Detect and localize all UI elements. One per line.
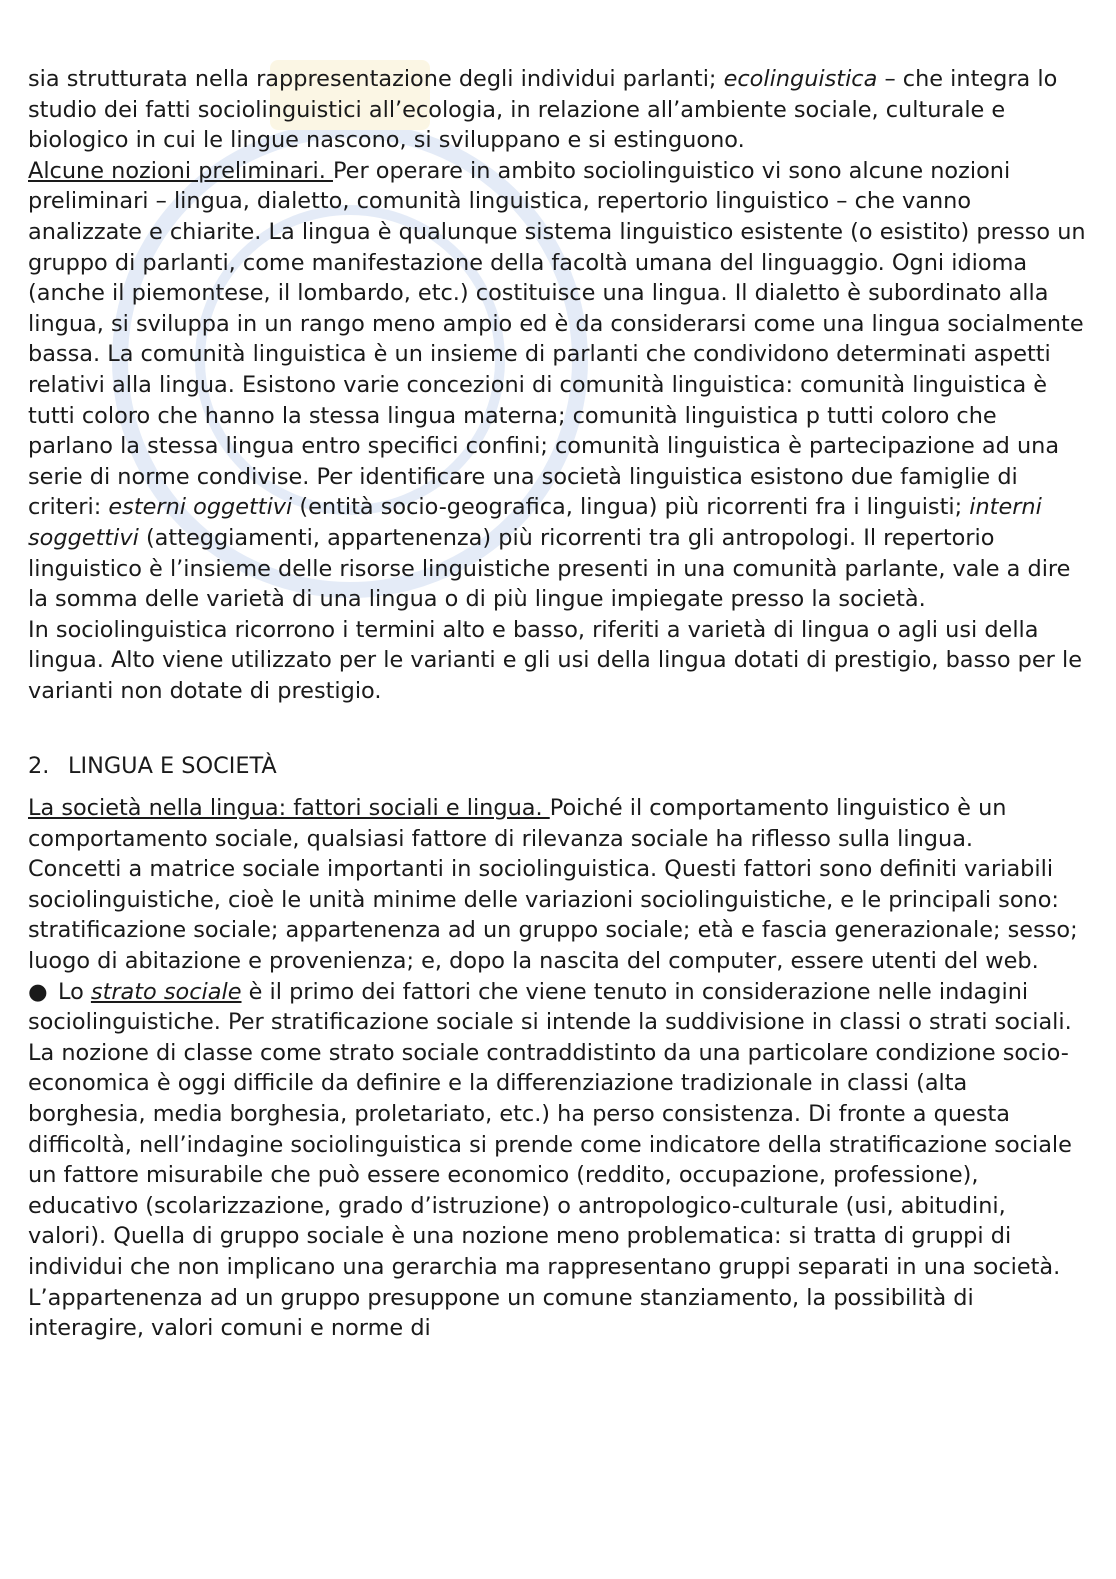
term-interni-soggettivi: interni soggettivi bbox=[28, 494, 1042, 551]
bullet-icon: ● bbox=[28, 978, 48, 1005]
term-strato-sociale: strato sociale bbox=[90, 978, 242, 1005]
subheading-nozioni-preliminari: Alcune nozioni preliminari. bbox=[28, 157, 333, 184]
section-title: LINGUA E SOCIETÀ bbox=[68, 753, 277, 780]
paragraph-strato-sociale: ● Lo strato sociale è il primo dei fattori che viene tenuto in considerazione nelle indagini sociolinguistiche. Per stratificazione sociale si intende la suddivisione in classi o strati sociali. La nozione di classe come strato sociale contraddistinto da una particolare condizione socio-economica è oggi difficile da definire e la differenziazione tradizionale in classi (alta borghesia, media borghesia, proletariato, etc.) ha perso consistenza. Di fronte a questa difficoltà, nell’indagine sociolinguistica si prende come indicatore della stratificazione sociale un fattore misurabile che può essere economico (reddito, occupazione, professione), educativo (scolarizzazione, grado d’istruzione) o antropologico-culturale (usi, abitudini, valori). Quella di gruppo sociale è una nozione meno problematica: si tratta di gruppi di individui che non implicano una gerarchia ma rappresentano gruppi separati in una società. L’appartenenza ad un gruppo presuppone un comune stanziamento, la possibilità di interagire, valori comuni e norme di bbox=[28, 978, 1072, 1342]
paragraph-variabili: Concetti a matrice sociale importanti in sociolinguistica. Questi fattori sono definiti variabili sociolinguistiche, cioè le unità minime delle variazioni sociolinguistiche, e le principali sono: stratificazione sociale; appartenenza ad un gruppo sociale; età e fascia generazionale; sesso; luogo di abitazione e provenienza; e, dopo la nascita del computer, essere utenti del web. bbox=[28, 856, 1078, 975]
paragraph-nozioni-preliminari: Alcune nozioni preliminari. Per operare in ambito sociolinguistico vi sono alcune nozioni preliminari – lingua, dialetto, comunità linguistica, repertorio linguistico – che vanno analizzate e chiarite. La lingua è qualunque sistema linguistico esistente (o esistito) presso un gruppo di parlanti, come manifestazione della facoltà umana del linguaggio. Ogni idioma (anche il piemontese, il lombardo, etc.) costituisce una lingua. Il dialetto è subordinato alla lingua, si sviluppa in un rango meno ampio ed è da considerarsi come una lingua socialmente bassa. La comunità linguistica è un insieme di parlanti che condividono determinati aspetti relativi alla lingua. Esistono varie concezioni di comunità linguistica: comunità linguistica è tutti coloro che hanno la stessa lingua materna; comunità linguistica p tutti coloro che parlano la stessa lingua entro specifici confini; comunità linguistica è partecipazione ad una serie di norme condivise. Per identificare una società linguistica esistono due famiglie di criteri: esterni oggettivi (entità socio-geografica, lingua) più ricorrenti fra i linguisti; interni soggettivi (atteggiamenti, appartenenza) più ricorrenti tra gli antropologi. Il repertorio linguistico è l’insieme delle risorse linguistiche presenti in una comunità parlante, vale a dire la somma delle varietà di una lingua o di più lingue impiegate presso la società. bbox=[28, 157, 1086, 613]
section-number: 2. bbox=[28, 753, 50, 780]
paragraph-ecolinguistica: sia strutturata nella rappresentazione degli individui parlanti; ecolinguistica – che integra lo studio dei fatti sociolinguistici all’ecologia, in relazione all’ambiente sociale, culturale e biologico in cui le lingue nascono, si sviluppano e si estinguono. bbox=[28, 66, 1058, 154]
paragraph-alto-basso: In sociolinguistica ricorrono i termini alto e basso, riferiti a varietà di lingua o agli usi della lingua. Alto viene utilizzato per le varianti e gli usi della lingua dotati di prestigio, basso per le varianti non dotate di prestigio. bbox=[28, 616, 1082, 704]
paragraph-societa-nella-lingua: La società nella lingua: fattori sociali e lingua. Poiché il comportamento linguistico è un comportamento sociale, qualsiasi fattore di rilevanza sociale ha riflesso sulla lingua. bbox=[28, 795, 1007, 852]
subheading-societa-nella-lingua: La società nella lingua: fattori sociali e lingua. bbox=[28, 795, 550, 822]
term-ecolinguistica: ecolinguistica bbox=[723, 66, 878, 92]
section-heading bbox=[28, 751, 1088, 782]
term-esterni-oggettivi: esterni oggettivi bbox=[108, 494, 293, 521]
document-page bbox=[28, 64, 1088, 1344]
